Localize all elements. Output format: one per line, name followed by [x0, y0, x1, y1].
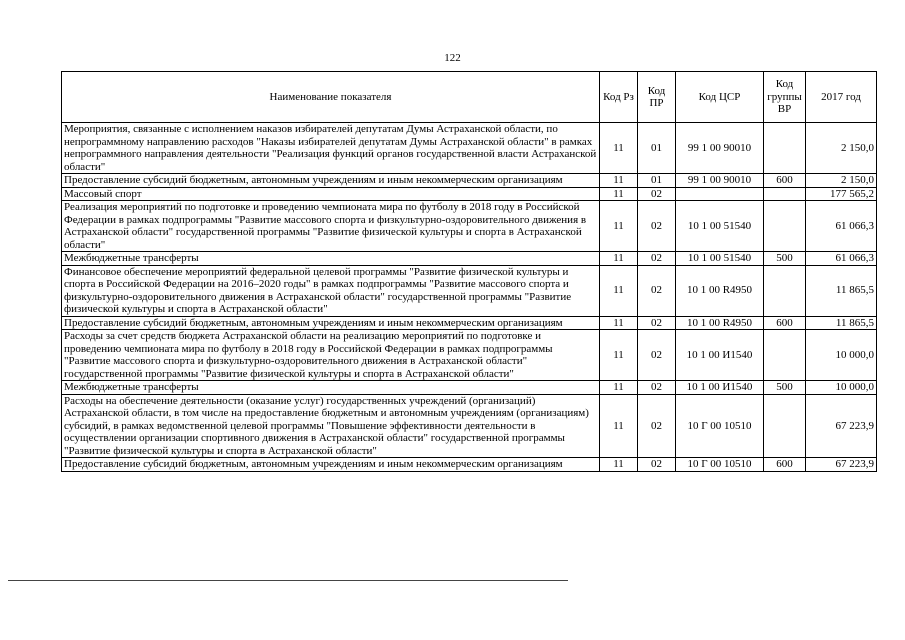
- row-vr: [764, 123, 806, 174]
- row-amount: 67 223,9: [806, 458, 877, 472]
- row-csr: [676, 187, 764, 201]
- row-vr: 600: [764, 458, 806, 472]
- row-csr: 10 1 00 И1540: [676, 381, 764, 395]
- row-rz: 11: [600, 174, 638, 188]
- row-amount: 11 865,5: [806, 316, 877, 330]
- row-pr: 02: [638, 394, 676, 458]
- row-amount: 10 000,0: [806, 381, 877, 395]
- row-name: Предоставление субсидий бюджетным, автономным учреждениям и иным некоммерческим организациям: [62, 458, 600, 472]
- row-vr: 500: [764, 381, 806, 395]
- row-csr: 10 Г 00 10510: [676, 458, 764, 472]
- row-pr: 01: [638, 174, 676, 188]
- table-row: [62, 265, 877, 316]
- row-vr: 500: [764, 252, 806, 266]
- row-amount: 10 000,0: [806, 330, 877, 381]
- header-pr: Код ПР: [638, 72, 676, 123]
- table-row: [62, 252, 877, 266]
- header-rz: Код Рз: [600, 72, 638, 123]
- row-csr: 10 1 00 R4950: [676, 316, 764, 330]
- row-amount: 61 066,3: [806, 252, 877, 266]
- row-csr: 10 1 00 51540: [676, 252, 764, 266]
- row-amount: 61 066,3: [806, 201, 877, 252]
- budget-table: [61, 71, 877, 472]
- row-pr: 02: [638, 201, 676, 252]
- row-pr: 02: [638, 316, 676, 330]
- row-vr: 600: [764, 316, 806, 330]
- row-vr: [764, 265, 806, 316]
- row-name: Расходы за счет средств бюджета Астраханской области на реализацию мероприятий по подготовке и проведению чемпионата мира по футболу в 2018 году в Российской Федерации в рамках подпрограммы "Развитие массового спорта и физкультурно-оздоровительного движения в Астраханской области" государственной программы "Развитие физической культуры и спорта в Астраханской области": [62, 330, 600, 381]
- row-pr: 02: [638, 252, 676, 266]
- row-csr: 99 1 00 90010: [676, 174, 764, 188]
- row-name: Финансовое обеспечение мероприятий федеральной целевой программы "Развитие физической культуры и спорта в Российской Федерации на 2016–2020 годы" в рамках подпрограммы "Развитие массового спорта и физкультурно-оздоровительного движения в Астраханской области" государственной программы "Развитие физической культуры и спорта в Астраханской области": [62, 265, 600, 316]
- row-rz: 11: [600, 458, 638, 472]
- row-vr: [764, 187, 806, 201]
- row-name: Массовый спорт: [62, 187, 600, 201]
- row-pr: 02: [638, 330, 676, 381]
- table-row: [62, 123, 877, 174]
- header-csr: Код ЦСР: [676, 72, 764, 123]
- row-rz: 11: [600, 381, 638, 395]
- row-vr: [764, 201, 806, 252]
- table-row: [62, 174, 877, 188]
- table-row: [62, 330, 877, 381]
- row-pr: 01: [638, 123, 676, 174]
- row-vr: [764, 394, 806, 458]
- row-name: Реализация мероприятий по подготовке и проведению чемпионата мира по футболу в 2018 году в Российской Федерации в рамках подпрограммы "Развитие массового спорта и физкультурно-оздоровительного движения в Астраханской области" государственной программы "Развитие физической культуры и спорта в Астраханской области": [62, 201, 600, 252]
- row-amount: 11 865,5: [806, 265, 877, 316]
- header-name: Наименование показателя: [62, 72, 600, 123]
- page-number: 122: [444, 52, 461, 64]
- table-row: [62, 458, 877, 472]
- table-row: [62, 201, 877, 252]
- row-rz: 11: [600, 252, 638, 266]
- row-amount: 177 565,2: [806, 187, 877, 201]
- row-name: Расходы на обеспечение деятельности (оказание услуг) государственных учреждений (организаций) Астраханской области, в том числе на предоставление бюджетным и автономным учреждениям (организациям) субсидий, в рамках ведомственной целевой программы "Повышение эффективности деятельности в осуществлении организации спортивного движения в Астраханской области" государственной программы "Развитие физической культуры и спорта в Астраханской области": [62, 394, 600, 458]
- header-year: 2017 год: [806, 72, 877, 123]
- table-header-row: [62, 72, 877, 123]
- row-rz: 11: [600, 394, 638, 458]
- row-rz: 11: [600, 316, 638, 330]
- row-name: Мероприятия, связанные с исполнением наказов избирателей депутатам Думы Астраханской области, по непрограммному направлению расходов "Наказы избирателей депутатам Думы Астраханской области" в рамках непрограммного направления деятельности "Реализация функций органов государственной власти Астраханской области": [62, 123, 600, 174]
- table-row: [62, 381, 877, 395]
- row-vr: 600: [764, 174, 806, 188]
- row-amount: 2 150,0: [806, 174, 877, 188]
- row-rz: 11: [600, 201, 638, 252]
- row-amount: 67 223,9: [806, 394, 877, 458]
- row-rz: 11: [600, 187, 638, 201]
- scan-line-artifact: [8, 580, 568, 581]
- row-pr: 02: [638, 265, 676, 316]
- row-csr: 10 1 00 R4950: [676, 265, 764, 316]
- row-rz: 11: [600, 265, 638, 316]
- row-amount: 2 150,0: [806, 123, 877, 174]
- table-row: [62, 394, 877, 458]
- row-name: Межбюджетные трансферты: [62, 381, 600, 395]
- row-vr: [764, 330, 806, 381]
- header-vr: Код группы ВР: [764, 72, 806, 123]
- row-csr: 99 1 00 90010: [676, 123, 764, 174]
- row-name: Межбюджетные трансферты: [62, 252, 600, 266]
- row-csr: 10 1 00 51540: [676, 201, 764, 252]
- row-name: Предоставление субсидий бюджетным, автономным учреждениям и иным некоммерческим организациям: [62, 174, 600, 188]
- row-pr: 02: [638, 187, 676, 201]
- row-csr: 10 Г 00 10510: [676, 394, 764, 458]
- row-pr: 02: [638, 381, 676, 395]
- row-rz: 11: [600, 123, 638, 174]
- row-name: Предоставление субсидий бюджетным, автономным учреждениям и иным некоммерческим организациям: [62, 316, 600, 330]
- row-rz: 11: [600, 330, 638, 381]
- table-row: [62, 187, 877, 201]
- row-csr: 10 1 00 И1540: [676, 330, 764, 381]
- row-pr: 02: [638, 458, 676, 472]
- table-row: [62, 316, 877, 330]
